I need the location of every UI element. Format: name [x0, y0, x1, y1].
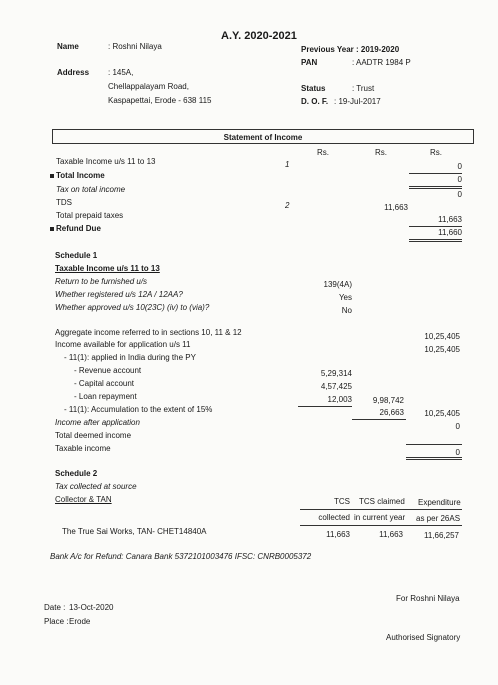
deemed-label: Total deemed income — [55, 431, 132, 440]
total-income-value: 0 — [457, 175, 462, 184]
divider — [406, 444, 462, 445]
aggregate-label: Aggregate income referred to in sections 10, 11 & 12 — [55, 328, 242, 337]
registered-value: Yes — [338, 293, 352, 302]
return-label: Return to be furnished u/s — [55, 277, 148, 286]
total-prepaid-value: 11,663 — [438, 215, 462, 224]
approved-value: No — [341, 306, 352, 315]
col-claimed-2: in current year — [354, 513, 406, 522]
divider — [409, 173, 462, 174]
tcs-row-expenditure: 11,66,257 — [424, 531, 459, 540]
taxable-income-ref: 1 — [285, 160, 290, 169]
name-label: Name — [57, 42, 79, 51]
col-rs-1: Rs. — [317, 148, 329, 157]
approved-label: Whether approved u/s 10(23C) (iv) to (via)? — [55, 303, 210, 312]
divider — [409, 226, 462, 227]
aggregate-value: 10,25,405 — [424, 332, 460, 341]
name-value: : Roshni Nilaya — [108, 42, 162, 51]
taxable-income-label: Taxable Income u/s 11 to 13 — [56, 157, 156, 166]
schedule-2-subheading: Tax collected at source — [55, 482, 137, 491]
dof-value: : 19-Jul-2017 — [334, 97, 381, 106]
col-expenditure-1: Expenditure — [418, 498, 461, 507]
bullet-icon — [50, 174, 54, 178]
total-income-label: Total Income — [56, 171, 105, 180]
address-line-3: Kaspapettai, Erode - 638 115 — [108, 96, 212, 105]
previous-year: Previous Year : 2019-2020 — [301, 45, 400, 54]
applied-label: - 11(1): applied in India during the PY — [64, 353, 196, 362]
col-claimed-1: TCS claimed — [359, 497, 405, 506]
col-tcs-2: collected — [318, 513, 350, 522]
pan-value: : AADTR 1984 P — [352, 58, 411, 67]
total-prepaid-label: Total prepaid taxes — [56, 211, 124, 220]
assessment-year: A.Y. 2020-2021 — [221, 30, 297, 42]
divider — [406, 457, 462, 458]
revenue-value: 5,29,314 — [320, 369, 352, 378]
divider — [406, 459, 462, 460]
tds-value: 11,663 — [384, 203, 408, 212]
accumulation-total: 10,25,405 — [424, 409, 460, 418]
address-line-1: : 145A, — [108, 68, 134, 77]
divider — [298, 406, 352, 407]
divider — [352, 419, 406, 420]
registered-label: Whether registered u/s 12A / 12AA? — [55, 290, 183, 299]
after-application-value: 0 — [455, 422, 460, 431]
capital-value: 4,57,425 — [320, 382, 352, 391]
col-rs-2: Rs. — [375, 148, 387, 157]
taxable-income-value: 0 — [457, 162, 462, 171]
tax-on-total-value: 0 — [457, 190, 462, 199]
status-label: Status — [301, 84, 326, 93]
divider — [300, 525, 462, 526]
bank-details: Bank A/c for Refund: Canara Bank 5372101003476 IFSC: CNRB0005372 — [50, 552, 312, 561]
tcs-row-claimed: 11,663 — [379, 530, 403, 539]
bullet-icon — [50, 227, 54, 231]
divider — [409, 241, 462, 242]
status-value: : Trust — [352, 84, 375, 93]
schedule-2-heading: Schedule 2 — [55, 469, 98, 478]
taxable-label: Taxable income — [55, 444, 111, 453]
loan-value: 12,003 — [327, 395, 352, 404]
schedule-1-subheading: Taxable Income u/s 11 to 13 — [55, 264, 160, 273]
available-value: 10,25,405 — [424, 345, 460, 354]
tds-ref: 2 — [285, 201, 290, 210]
available-label: Income available for application u/s 11 — [55, 340, 191, 349]
place-label: Place : — [44, 617, 69, 626]
pan-label: PAN — [301, 58, 318, 67]
tds-label: TDS — [56, 198, 72, 207]
tcs-row-collected: 11,663 — [326, 530, 350, 539]
taxable-value: 0 — [455, 448, 460, 457]
dof-label: D. O. F. — [301, 97, 329, 106]
divider — [409, 186, 462, 187]
col-tcs-1: TCS — [334, 497, 350, 506]
refund-due-value: 11,660 — [438, 228, 462, 237]
col-rs-3: Rs. — [430, 148, 442, 157]
loan-label: - Loan repayment — [74, 392, 137, 401]
address-line-2: Chellappalayam Road, — [108, 82, 189, 91]
refund-due-label: Refund Due — [56, 224, 101, 233]
address-label: Address — [57, 68, 90, 77]
date-label: Date : — [44, 603, 66, 612]
after-application-label: Income after application — [55, 418, 140, 427]
revenue-label: - Revenue account — [74, 366, 142, 375]
authorised-signatory: Authorised Signatory — [386, 633, 461, 642]
divider — [300, 509, 462, 510]
schedule-1-heading: Schedule 1 — [55, 251, 98, 260]
return-value: 139(4A) — [323, 280, 352, 289]
divider — [409, 188, 462, 189]
divider — [409, 239, 462, 240]
accumulation-label: - 11(1): Accumulation to the extent of 15% — [64, 405, 213, 414]
place-value: Erode — [69, 617, 91, 626]
date-value: 13-Oct-2020 — [69, 603, 114, 612]
capital-label: - Capital account — [74, 379, 135, 388]
for-label: For Roshni Nilaya — [396, 594, 460, 603]
collector-label: Collector & TAN — [55, 495, 112, 504]
tcs-row-name: The True Sai Works, TAN- CHET14840A — [62, 527, 207, 536]
tax-on-total-label: Tax on total income — [56, 185, 126, 194]
applied-total: 9,98,742 — [372, 396, 404, 405]
statement-title: Statement of Income — [223, 133, 303, 142]
col-expenditure-2: as per 26AS — [416, 514, 461, 523]
accumulation-value: 26,663 — [379, 408, 404, 417]
